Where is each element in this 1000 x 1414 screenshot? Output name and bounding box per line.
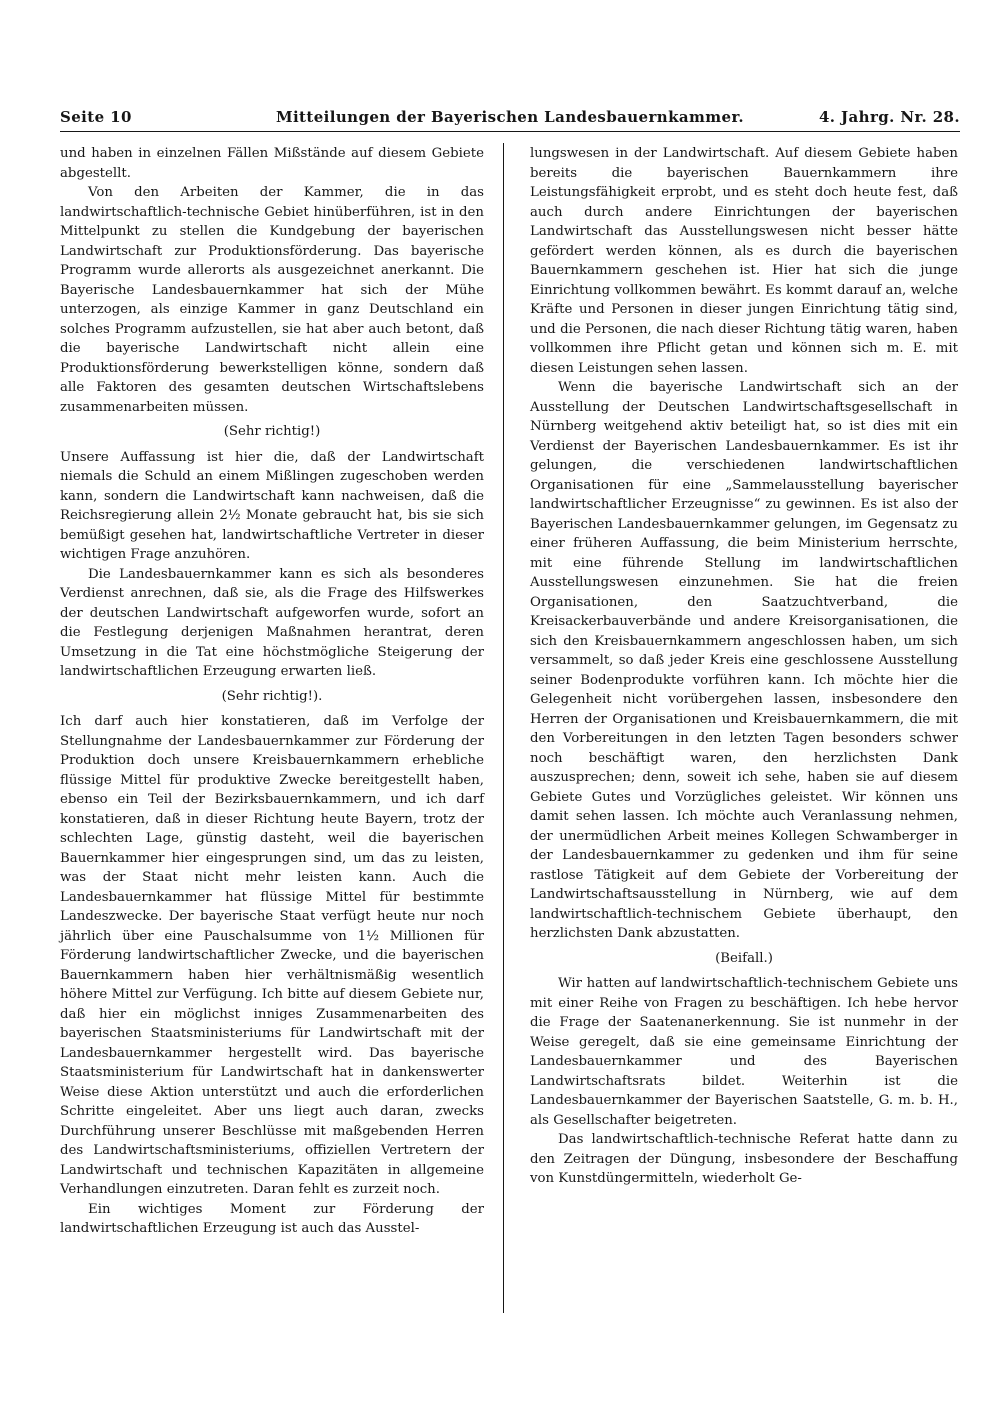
paragraph: und haben in einzelnen Fällen Mißstände auf diesem Gebiete abgestellt. xyxy=(60,146,484,181)
paragraph: Von den Arbeiten der Kammer, die in das landwirtschaftlich-technische Gebiet hinüberführen, ist in den Mittelpunkt zu stellen die Kundgebung der bayerischen Landwirtschaft zur Produktionsförderung. Das bayerische Programm wurde allerorts als ausgezeichnet anerkannt. Die Bayerische Landesbauernkammer hat sich der Mühe unterzogen, als einzige Kammer in ganz Deutschland ein solches Programm aufzustellen, sie hat aber auch betont, daß die bayerische Landwirtschaft nicht allein eine Produktionsförderung bewerkstelligen könne, sondern daß alle Faktoren des gesamten deutschen Wirtschaftslebens zusammenarbeiten müssen. xyxy=(60,185,484,415)
paragraph: Unsere Auffassung ist hier die, daß der Landwirtschaft niemals die Schuld an einem Mißlingen zugeschoben werden kann, sondern die Landwirtschaft kann nachweisen, daß die Reichsregierung allein 2½ Monate gebraucht hat, bis sie sich bemüßigt gesehen hat, landwirtschaftliche Vertreter in dieser wichtigen Frage anzuhören. xyxy=(60,449,484,562)
paragraph: Ich darf auch hier konstatieren, daß im Verfolge der Stellungnahme der Landesbauernkammer zur Förderung der Produktion doch unsere Kreisbauernkammern erhebliche flüssige Mittel für produktive Zwecke bereitgestellt haben, ebenso ein Teil der Bezirksbauernkammern, und ich darf konstatieren, daß in dieser Richtung heute Bayern, trotz der schlechten Lage, günstig dasteht, weil die bayerischen Bauernkammer hier eingesprungen sind, um das zu leisten, was der Staat nicht mehr leisten kann. Auch die Landesbauernkammer hat flüssige Mittel für bestimmte Landeszwecke. Der bayerische Staat verfügt heute nur noch jährlich über eine Pauschalsumme von 1½ Millionen für Förderung landwirtschaftlicher Zwecke, und die bayerischen Bauernkammern haben hier verhältnismäßig wesentlich höhere Mittel zur Verfügung. Ich bitte auf diesem Gebiete nur, daß hier ein möglichst inniges Zusammenarbeiten des bayerischen Staatsministeriums für Landwirtschaft mit der Landesbauernkammer hergestellt wird. Das bayerische Staatsministerium für Landwirtschaft hat in dankenswerter Weise diese Aktion unterstützt und auch die erforderlichen Schritte eingeleitet. Aber uns liegt auch daran, zwecks Durchführung unserer Beschlüsse mit maßgebenden Herren des Landwirtschaftsministeriums, offiziellen Vertretern der Landwirtschaft und technischen Kapazitäten in allgemeine Verhandlungen einzutreten. Daran fehlt es zurzeit noch. xyxy=(60,714,484,1197)
paragraph: Wenn die bayerische Landwirtschaft sich an der Ausstellung der Deutschen Landwirtschaftsgesellschaft in Nürnberg weitgehend aktiv beteiligt hat, so ist dies mit ein Verdienst der Bayerischen Landesbauernkammer. Es ist ihr gelungen, die verschiedenen landwirtschaftlichen Organisationen für eine „Sammelausstellung bayerischer landwirtschaftlicher Erzeugnisse“ zu gewinnen. Es ist also der Bayerischen Landesbauernkammer gelungen, im Gegensatz zu einer früheren Auffassung, die beim Ministerium herrschte, mit eine führende Stellung im landwirtschaftlichen Ausstellungswesen einzunehmen. Sie hat die freien Organisationen, den Saatzuchtverband, die Kreisackerbauverbände und andere Kreisorganisationen, die sich den Kreisbauernkammern angeschlossen haben, um sich versammelt, so daß jeder Kreis eine geschlossene Ausstellung seiner Bodenprodukte vorführen kann. Ich möchte hier die Gelegenheit nicht vorübergehen lassen, insbesondere den Herren der Organisationen und Kreisbauernkammern, die mit den Vorbereitungen in den letzten Tagen besonders schwer noch beschäftigt waren, den herzlichsten Dank auszusprechen; denn, soweit ich sehe, haben sie auf diesem Gebiete Gutes und Vorzügliches geleistet. Wir können uns damit sehen lassen. Ich möchte auch Veranlassung nehmen, der unermüdlichen Arbeit meines Kollegen Schwamberger in der Landesbauernkammer zu gedenken und ihm für seine rastlose Tätigkeit auf dem Gebiete der Vorbereitung der Landwirtschaftsausstellung in Nürnberg, wie auf dem landwirtschaftlich-technischem Gebiete überhaupt, den herzlichsten Dank abzustatten. xyxy=(530,380,958,941)
column-divider xyxy=(503,143,504,1313)
paragraph: Die Landesbauernkammer kann es sich als besonderes Verdienst anrechnen, daß sie, als die Frage des Hilfswerkes der deutschen Landwirtschaft aufgeworfen wurde, sofort an die Festlegung derjenigen Maßnahmen herantrat, deren Umsetzung in die Tat eine höchstmögliche Steigerung der landwirtschaftlichen Erzeugung erwarten ließ. xyxy=(60,566,484,679)
header-rule xyxy=(60,131,960,132)
paragraph: Ein wichtiges Moment zur Förderung der landwirtschaftlichen Erzeugung ist auch das Ausstel- xyxy=(60,1201,484,1236)
right-column xyxy=(530,144,958,1189)
interjection: (Sehr richtig!). xyxy=(221,688,323,704)
page-header xyxy=(60,108,960,130)
paragraph: Wir hatten auf landwirtschaftlich-technischem Gebiete uns mit einer Reihe von Fragen zu beschäftigen. Ich hebe hervor die Frage der Saatenanerkennung. Sie ist nunmehr in der Weise geregelt, daß sie eine gemeinsame Einrichtung der Landesbauernkammer und des Bayerischen Landwirtschaftsrats bildet. Weiterhin ist die Landesbauernkammer der Bayerischen Saatstelle, G. m. b. H., als Gesellschafter beigetreten. xyxy=(530,976,958,1128)
publication-title: Mitteilungen der Bayerischen Landesbauernkammer. xyxy=(275,108,745,126)
interjection: (Sehr richtig!) xyxy=(223,424,321,439)
paragraph: Das landwirtschaftlich-technische Referat hatte dann zu den Zeitragen der Düngung, insbesondere der Beschaffung von Kunstdüngermitteln, wiederholt Ge- xyxy=(530,1132,958,1186)
paragraph: lungswesen in der Landwirtschaft. Auf diesem Gebiete haben bereits die bayerischen Bauernkammern ihre Leistungsfähigkeit erprobt, und es steht doch heute fest, daß auch durch andere Einrichtungen der bayerischen Landwirtschaft das Ausstellungswesen nicht besser hätte gefördert werden können, als es durch die bayerischen Bauernkammern geschehen ist. Hier hat sich die junge Einrichtung vollkommen bewährt. Es kommt darauf an, welche Kräfte und Personen in dieser jungen Einrichtung tätig sind, und die Personen, die nach dieser Richtung tätig waren, haben vollkommen ihre Pflicht getan und können sich m. E. mit diesen Leistungen sehen lassen. xyxy=(530,146,958,376)
interjection: (Beifall.) xyxy=(715,950,773,966)
left-column xyxy=(60,144,484,1239)
issue-info: 4. Jahrg. Nr. 28. xyxy=(818,108,960,126)
page-number: Seite 10 xyxy=(60,108,132,126)
